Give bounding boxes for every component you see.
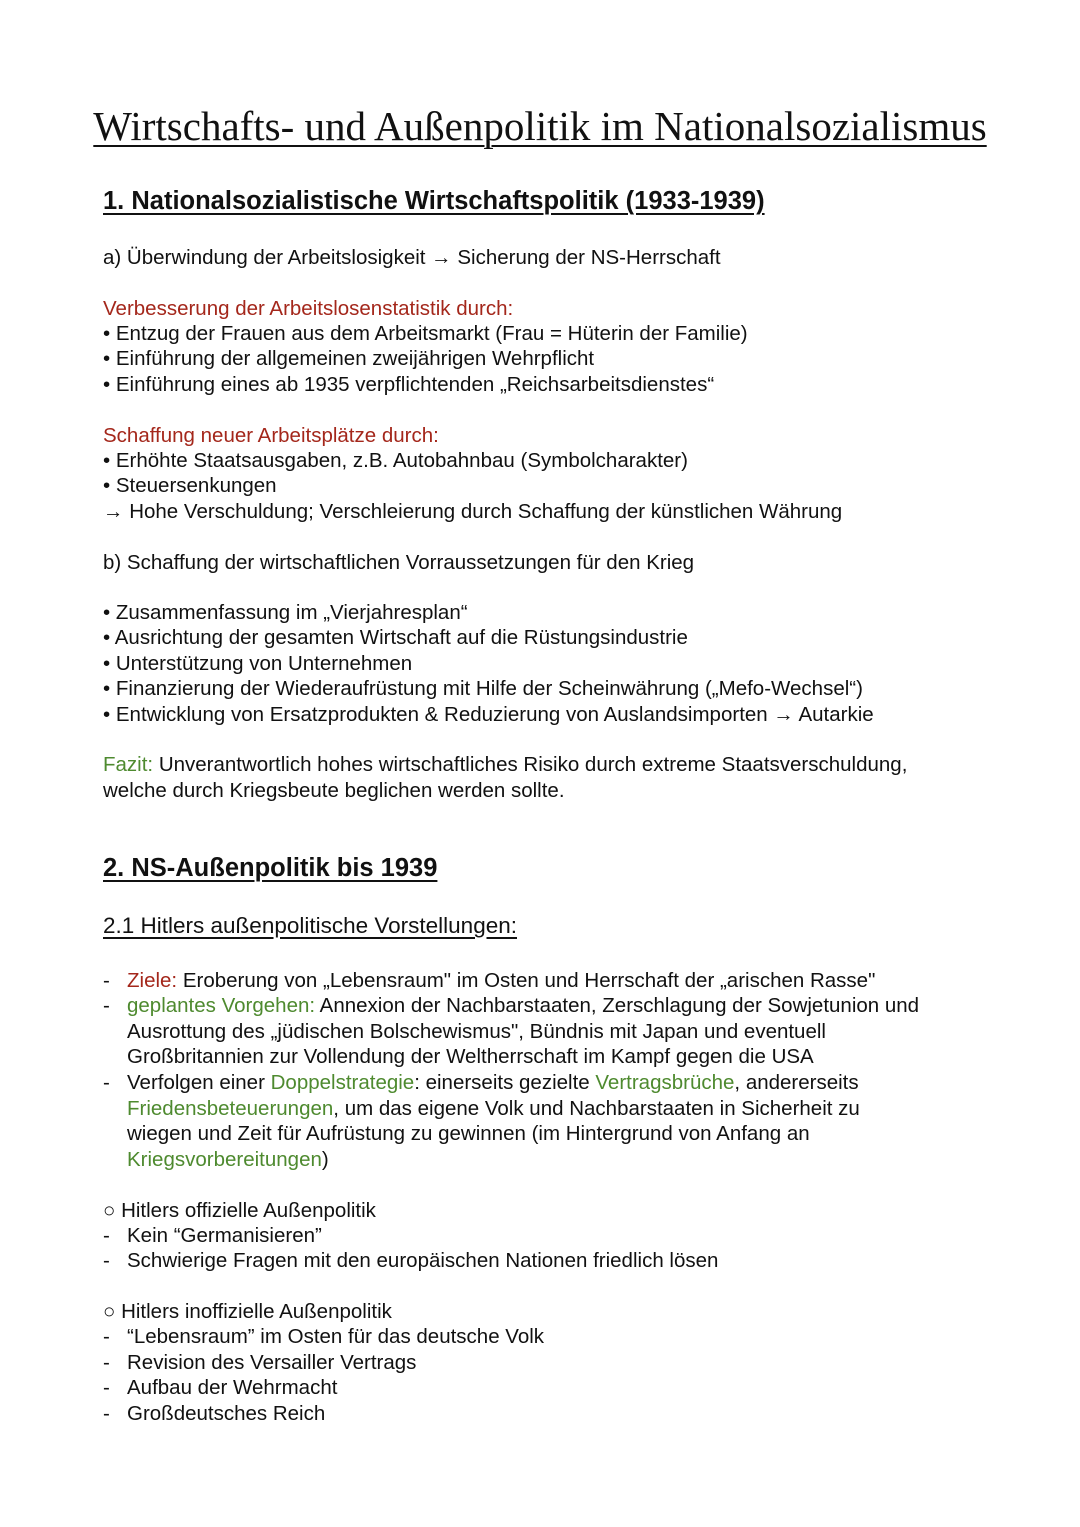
jobs-label: Schaffung neuer Arbeitsplätze durch: [103, 424, 439, 447]
unofficial-policy-heading: ○ Hitlers inoffizielle Außenpolitik [103, 1300, 392, 1323]
dash-bullet: - [103, 1071, 110, 1094]
strategy-text: ) [321, 1148, 329, 1171]
goals-line [127, 968, 875, 993]
statistics-label: Verbesserung der Arbeitslosenstatistik durch: [103, 297, 514, 320]
dash-bullet: - [103, 1249, 110, 1272]
subsection-2-1-heading: 2.1 Hitlers außenpolitische Vorstellungen: [103, 913, 517, 938]
strategy-text: Verfolgen einer [127, 1071, 271, 1094]
approach-text-continued: Ausrottung des „jüdischen Bolschewismus", Bündnis mit Japan und eventuell [127, 1020, 826, 1043]
jobs-item: • Erhöhte Staatsausgaben, z.B. Autobahnbau (Symbolcharakter) [103, 449, 688, 472]
official-policy-item: Schwierige Fragen mit den europäischen Nationen friedlich lösen [127, 1249, 719, 1272]
jobs-item: → Hohe Verschuldung; Verschleierung durch Schaffung der künstlichen Währung [103, 500, 843, 523]
dash-bullet: - [103, 1402, 110, 1425]
dash-bullet: - [103, 969, 110, 992]
war-preparations-term: Kriegsvorbereitungen [127, 1148, 322, 1171]
dash-bullet: - [103, 1376, 110, 1399]
dash-bullet: - [103, 1351, 110, 1374]
strategy-line [127, 1096, 860, 1121]
jobs-item: • Steuersenkungen [103, 474, 277, 497]
peace-assurances-term: Friedensbeteuerungen [127, 1097, 334, 1120]
war-prep-item: • Finanzierung der Wiederaufrüstung mit Hilfe der Scheinwährung („Mefo-Wechsel“) [103, 677, 863, 700]
war-prep-item: • Entwicklung von Ersatzprodukten & Reduzierung von Auslandsimporten → Autarkie [103, 703, 874, 726]
subsection-a-heading: a) Überwindung der Arbeitslosigkeit → Sicherung der NS-Herrschaft [103, 246, 721, 269]
unofficial-policy-item: Aufbau der Wehrmacht [127, 1376, 338, 1399]
section-1-heading: 1. Nationalsozialistische Wirtschaftspolitik (1933-1939) [103, 187, 765, 215]
official-policy-heading: ○ Hitlers offizielle Außenpolitik [103, 1199, 376, 1222]
conclusion-line [103, 752, 907, 777]
dash-bullet: - [103, 1325, 110, 1348]
official-policy-item: Kein “Germanisieren” [127, 1224, 322, 1247]
dash-bullet: - [103, 994, 110, 1017]
war-prep-item: • Zusammenfassung im „Vierjahresplan“ [103, 601, 468, 624]
conclusion-label: Fazit: [103, 753, 154, 776]
statistics-item: • Einführung eines ab 1935 verpflichtenden „Reichsarbeitsdienstes“ [103, 373, 715, 396]
subsection-b-heading: b) Schaffung der wirtschaftlichen Vorraussetzungen für den Krieg [103, 551, 695, 574]
war-prep-item: • Ausrichtung der gesamten Wirtschaft auf die Rüstungsindustrie [103, 626, 688, 649]
strategy-text: , um das eigene Volk und Nachbarstaaten in Sicherheit zu [333, 1097, 860, 1120]
document-title: Wirtschafts- und Außenpolitik im Nationalsozialismus [93, 103, 987, 149]
dash-bullet: - [103, 1224, 110, 1247]
conclusion-text-continued: welche durch Kriegsbeute beglichen werden sollte. [103, 779, 565, 802]
conclusion-text: Unverantwortlich hohes wirtschaftliches Risiko durch extreme Staatsverschuldung, [153, 753, 908, 776]
approach-text: Annexion der Nachbarstaaten, Zerschlagung der Sowjetunion und [315, 994, 920, 1017]
treaty-breaches-term: Vertragsbrüche [595, 1071, 735, 1094]
goals-label: Ziele: [127, 969, 178, 992]
statistics-item: • Entzug der Frauen aus dem Arbeitsmarkt (Frau = Hüterin der Familie) [103, 322, 748, 345]
double-strategy-term: Doppelstrategie [270, 1071, 415, 1094]
approach-line [127, 993, 919, 1018]
war-prep-item: • Unterstützung von Unternehmen [103, 652, 413, 675]
unofficial-policy-item: Großdeutsches Reich [127, 1402, 326, 1425]
strategy-line [127, 1070, 859, 1095]
strategy-text: , andererseits [734, 1071, 859, 1094]
statistics-item: • Einführung der allgemeinen zweijährigen Wehrpflicht [103, 347, 595, 370]
section-2-heading: 2. NS-Außenpolitik bis 1939 [103, 854, 438, 882]
strategy-text: : einerseits gezielte [414, 1071, 596, 1094]
unofficial-policy-item: Revision des Versailler Vertrags [127, 1351, 417, 1374]
strategy-line [127, 1147, 329, 1172]
strategy-text-continued: wiegen und Zeit für Aufrüstung zu gewinnen (im Hintergrund von Anfang an [127, 1122, 810, 1145]
approach-text-continued: Großbritannien zur Vollendung der Weltherrschaft im Kampf gegen die USA [127, 1045, 814, 1068]
goals-text: Eroberung von „Lebensraum" im Osten und Herrschaft der „arischen Rasse" [177, 969, 876, 992]
unofficial-policy-item: “Lebensraum” im Osten für das deutsche Volk [127, 1325, 545, 1348]
approach-label: geplantes Vorgehen: [127, 994, 316, 1017]
